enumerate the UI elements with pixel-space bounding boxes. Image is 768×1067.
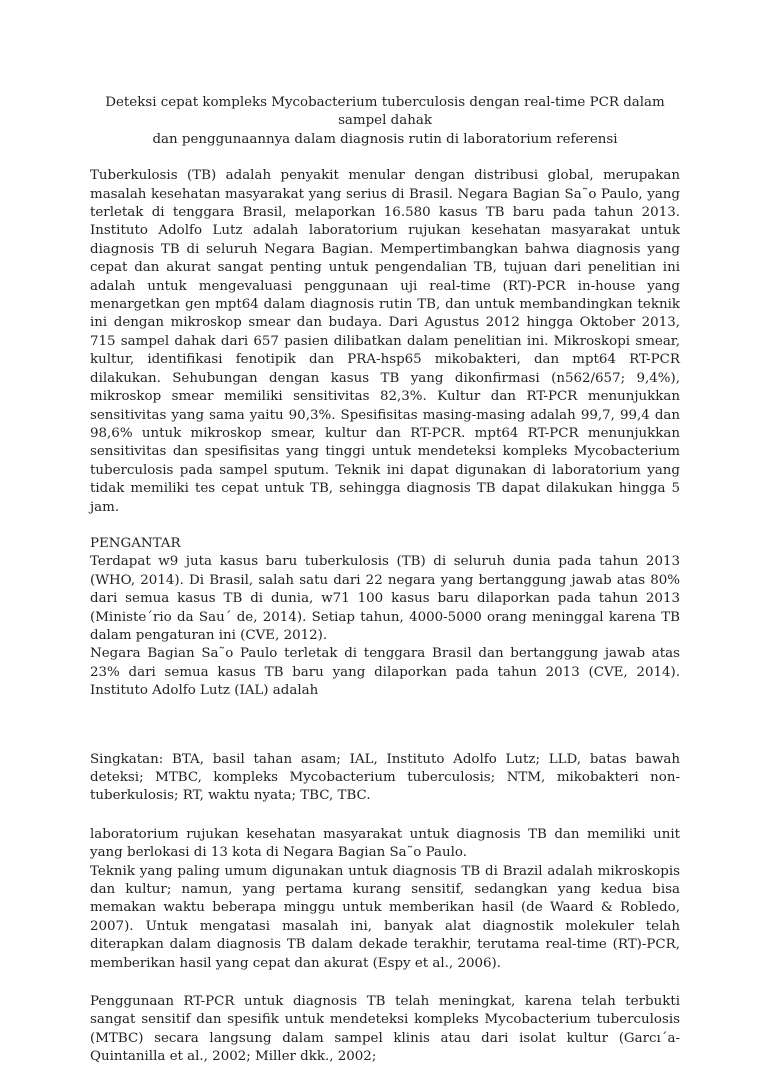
continuation-paragraph-3: Penggunaan RT-PCR untuk diagnosis TB telah meningkat, karena telah terbukti sangat sensitif dan spesifik untuk mendeteksi kompleks Mycobacterium tuberculosis (MTBC) secara langsung dalam sampel klinis atau dari isolat kultur (Garcı´a-Quintanilla et al., 2002; Miller dkk., 2002;: [90, 994, 680, 1065]
continuation-paragraph-2: Teknik yang paling umum digunakan untuk diagnosis TB di Brazil adalah mikroskopis dan kultur; namun, yang pertama kurang sensitif, sedangkan yang kedua bisa memakan waktu beberapa minggu untuk memberikan hasil (de Waard & Robledo, 2007). Untuk mengatasi masalah ini, banyak alat diagnostik molekuler telah diterapkan dalam diagnosis TB dalam dekade terakhir, terutama real-time (RT)-PCR, memberikan hasil yang cepat dan akurat (Espy et al., 2006).: [90, 863, 680, 971]
title-line-2: dan penggunaannya dalam diagnosis rutin di laboratorium referensi: [152, 131, 618, 147]
document-page: [90, 94, 680, 1067]
document-title: [90, 94, 680, 149]
section-heading: PENGANTAR: [90, 535, 181, 551]
intro-paragraph-1: Terdapat w9 juta kasus baru tuberkulosis (TB) di seluruh dunia pada tahun 2013 (WHO, 2014). Di Brasil, salah satu dari 22 negara yang bertanggung jawab atas 80% dari semua kasus TB di dunia, w71 100 kasus baru dilaporkan pada tahun 2013 (Ministe´rio da Sau´ de, 2014). Setiap tahun, 4000-5000 orang meninggal karena TB dalam pengaturan ini (CVE, 2012).: [90, 554, 680, 643]
section-gap: [90, 701, 680, 751]
abbreviations-paragraph: Singkatan: BTA, basil tahan asam; IAL, Instituto Adolfo Lutz; LLD, batas bawah deteksi; MTBC, kompleks Mycobacterium tuberculosis; NTM, mikobakteri non-tuberkulosis; RT, waktu nyata; TBC, TBC.: [90, 751, 680, 804]
abstract-paragraph: Tuberkulosis (TB) adalah penyakit menular dengan distribusi global, merupakan masalah kesehatan masyarakat yang serius di Brasil. Negara Bagian Sa˜o Paulo, yang terletak di tenggara Brasil, melaporkan 16.580 kasus TB baru pada tahun 2013. Instituto Adolfo Lutz adalah laboratorium rujukan kesehatan masyarakat untuk diagnosis TB di seluruh Negara Bagian. Mempertimbangkan bahwa diagnosis yang cepat dan akurat sangat penting untuk pengendalian TB, tujuan dari penelitian ini adalah untuk mengevaluasi penggunaan uji real-time (RT)-PCR in-house yang menargetkan gen mpt64 dalam diagnosis rutin TB, dan untuk membandingkan teknik ini dengan mikroskop smear dan budaya. Dari Agustus 2012 hingga Oktober 2013, 715 sampel dahak dari 657 pasien dilibatkan dalam penelitian ini. Mikroskopi smear, kultur, identifikasi fenotipik dan PRA-hsp65 mikobakteri, dan mpt64 RT-PCR dilakukan. Sehubungan dengan kasus TB yang dikonfirmasi (n562/657; 9,4%), mikroskop smear memiliki sensitivitas 82,3%. Kultur dan RT-PCR menunjukkan sensitivitas yang sama yaitu 90,3%. Spesifisitas masing-masing adalah 99,7, 99,4 dan 98,6% untuk mikroskop smear, kultur dan RT-PCR. mpt64 RT-PCR menunjukkan sensitivitas dan spesifisitas yang tinggi untuk mendeteksi kompleks Mycobacterium tuberculosis pada sampel sputum. Teknik ini dapat digunakan di laboratorium yang tidak memiliki tes cepat untuk TB, sehingga diagnosis TB dapat dilakukan hingga 5 jam.: [90, 168, 680, 515]
continuation-paragraph-1: laboratorium rujukan kesehatan masyarakat untuk diagnosis TB dan memiliki unit yang berlokasi di 13 kota di Negara Bagian Sa˜o Paulo.: [90, 826, 680, 861]
intro-paragraph-2: Negara Bagian Sa˜o Paulo terletak di tenggara Brasil dan bertanggung jawab atas 23% dari semua kasus TB baru yang dilaporkan pada tahun 2013 (CVE, 2014). Instituto Adolfo Lutz (IAL) adalah: [90, 646, 680, 699]
title-line-1: Deteksi cepat kompleks Mycobacterium tuberculosis dengan real-time PCR dalam sampel dahak: [105, 95, 665, 129]
paragraph-gap-2: [90, 973, 680, 993]
paragraph-gap: [90, 806, 680, 826]
